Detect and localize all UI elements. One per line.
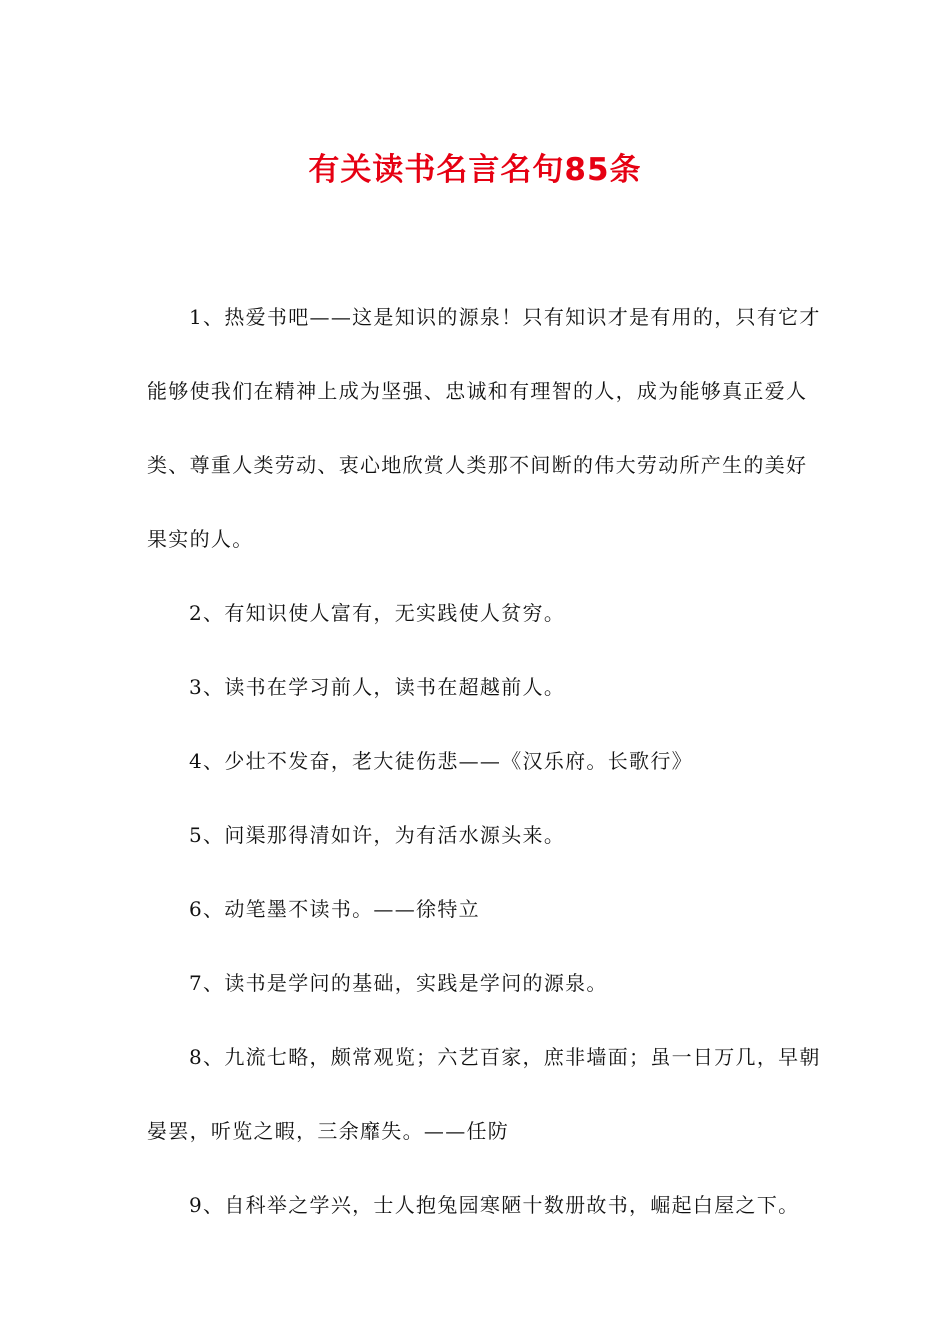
paragraph-4: 4、少壮不发奋，老大徒伤悲——《汉乐府。长歌行》 [189,749,693,773]
paragraph-5: 5、问渠那得清如许，为有活水源头来。 [189,823,566,847]
paragraph-3: 3、读书在学习前人，读书在超越前人。 [189,675,566,699]
paragraph-7: 7、读书是学问的基础，实践是学问的源泉。 [189,971,608,995]
document-body [147,280,827,1242]
paragraph-9: 9、自科举之学兴，士人抱兔园寒陋十数册故书，崛起白屋之下。 [189,1193,800,1217]
document-title: 有关读书名言名句85条 [308,152,642,188]
paragraph-2: 2、有知识使人富有，无实践使人贫穷。 [189,601,566,625]
paragraph-8: 8、九流七略，颇常观览；六艺百家，庶非墙面；虽一日万几，早朝晏罢，听览之暇，三余靡失。——任防 [147,1045,821,1143]
paragraph-1: 1、热爱书吧——这是知识的源泉！只有知识才是有用的，只有它才能够使我们在精神上成为坚强、忠诚和有理智的人，成为能够真正爱人类、尊重人类劳动、衷心地欣赏人类那不间断的伟大劳动所产生的美好果实的人。 [147,305,821,551]
paragraph-6: 6、动笔墨不读书。——徐特立 [189,897,480,921]
